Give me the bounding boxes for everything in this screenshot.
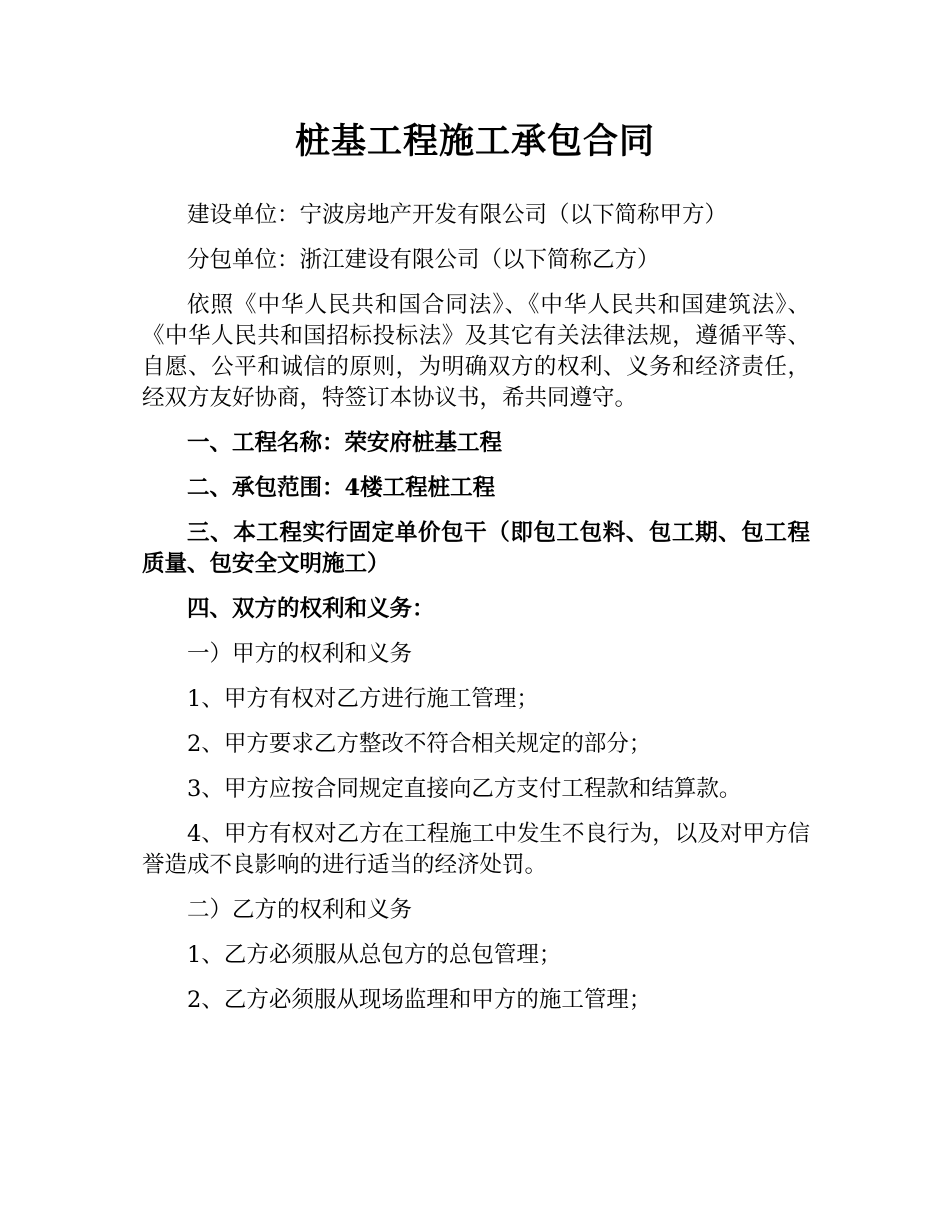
clause-contract-scope: 二、承包范围：4楼工程桩工程 xyxy=(187,475,496,501)
document-body xyxy=(142,200,810,1030)
party-a-item: 3、甲方应按合同规定直接向乙方支付工程款和结算款。 xyxy=(187,776,742,802)
paragraph-developer: 建设单位：宁波房地产开发有限公司（以下简称甲方） xyxy=(187,202,728,228)
party-a-item: 4、甲方有权对乙方在工程施工中发生不良行为，以及对甲方信誉造成不良影响的进行适当的经济处罚。 xyxy=(142,821,810,878)
clause-project-name: 一、工程名称：荣安府桩基工程 xyxy=(187,430,503,456)
party-a-item: 1、甲方有权对乙方进行施工管理； xyxy=(187,686,539,712)
party-b-item: 1、乙方必须服从总包方的总包管理； xyxy=(187,942,562,968)
paragraph-preamble: 依照《中华人民共和国合同法》、《中华人民共和国建筑法》、《中华人民共和国招标投标法》及其它有关法律法规，遵循平等、自愿、公平和诚信的原则，为明确双方的权利、义务和经济责任，经双方友好协商，特签订本协议书，希共同遵守。 xyxy=(142,292,810,411)
clause-rights-obligations: 四、双方的权利和义务： xyxy=(187,596,435,622)
document-title: 桩基工程施工承包合同 xyxy=(294,121,655,162)
party-b-item: 2、乙方必须服从现场监理和甲方的施工管理； xyxy=(187,987,652,1013)
paragraph-subcontractor: 分包单位：浙江建设有限公司（以下简称乙方） xyxy=(187,247,660,273)
subheading-party-b: 二）乙方的权利和义务 xyxy=(187,897,413,923)
clause-fixed-unit-price: 三、本工程实行固定单价包干（即包工包料、包工期、包工程质量、包安全文明施工） xyxy=(142,520,810,577)
party-a-item: 2、甲方要求乙方整改不符合相关规定的部分； xyxy=(187,731,652,757)
subheading-party-a: 一）甲方的权利和义务 xyxy=(187,641,413,667)
